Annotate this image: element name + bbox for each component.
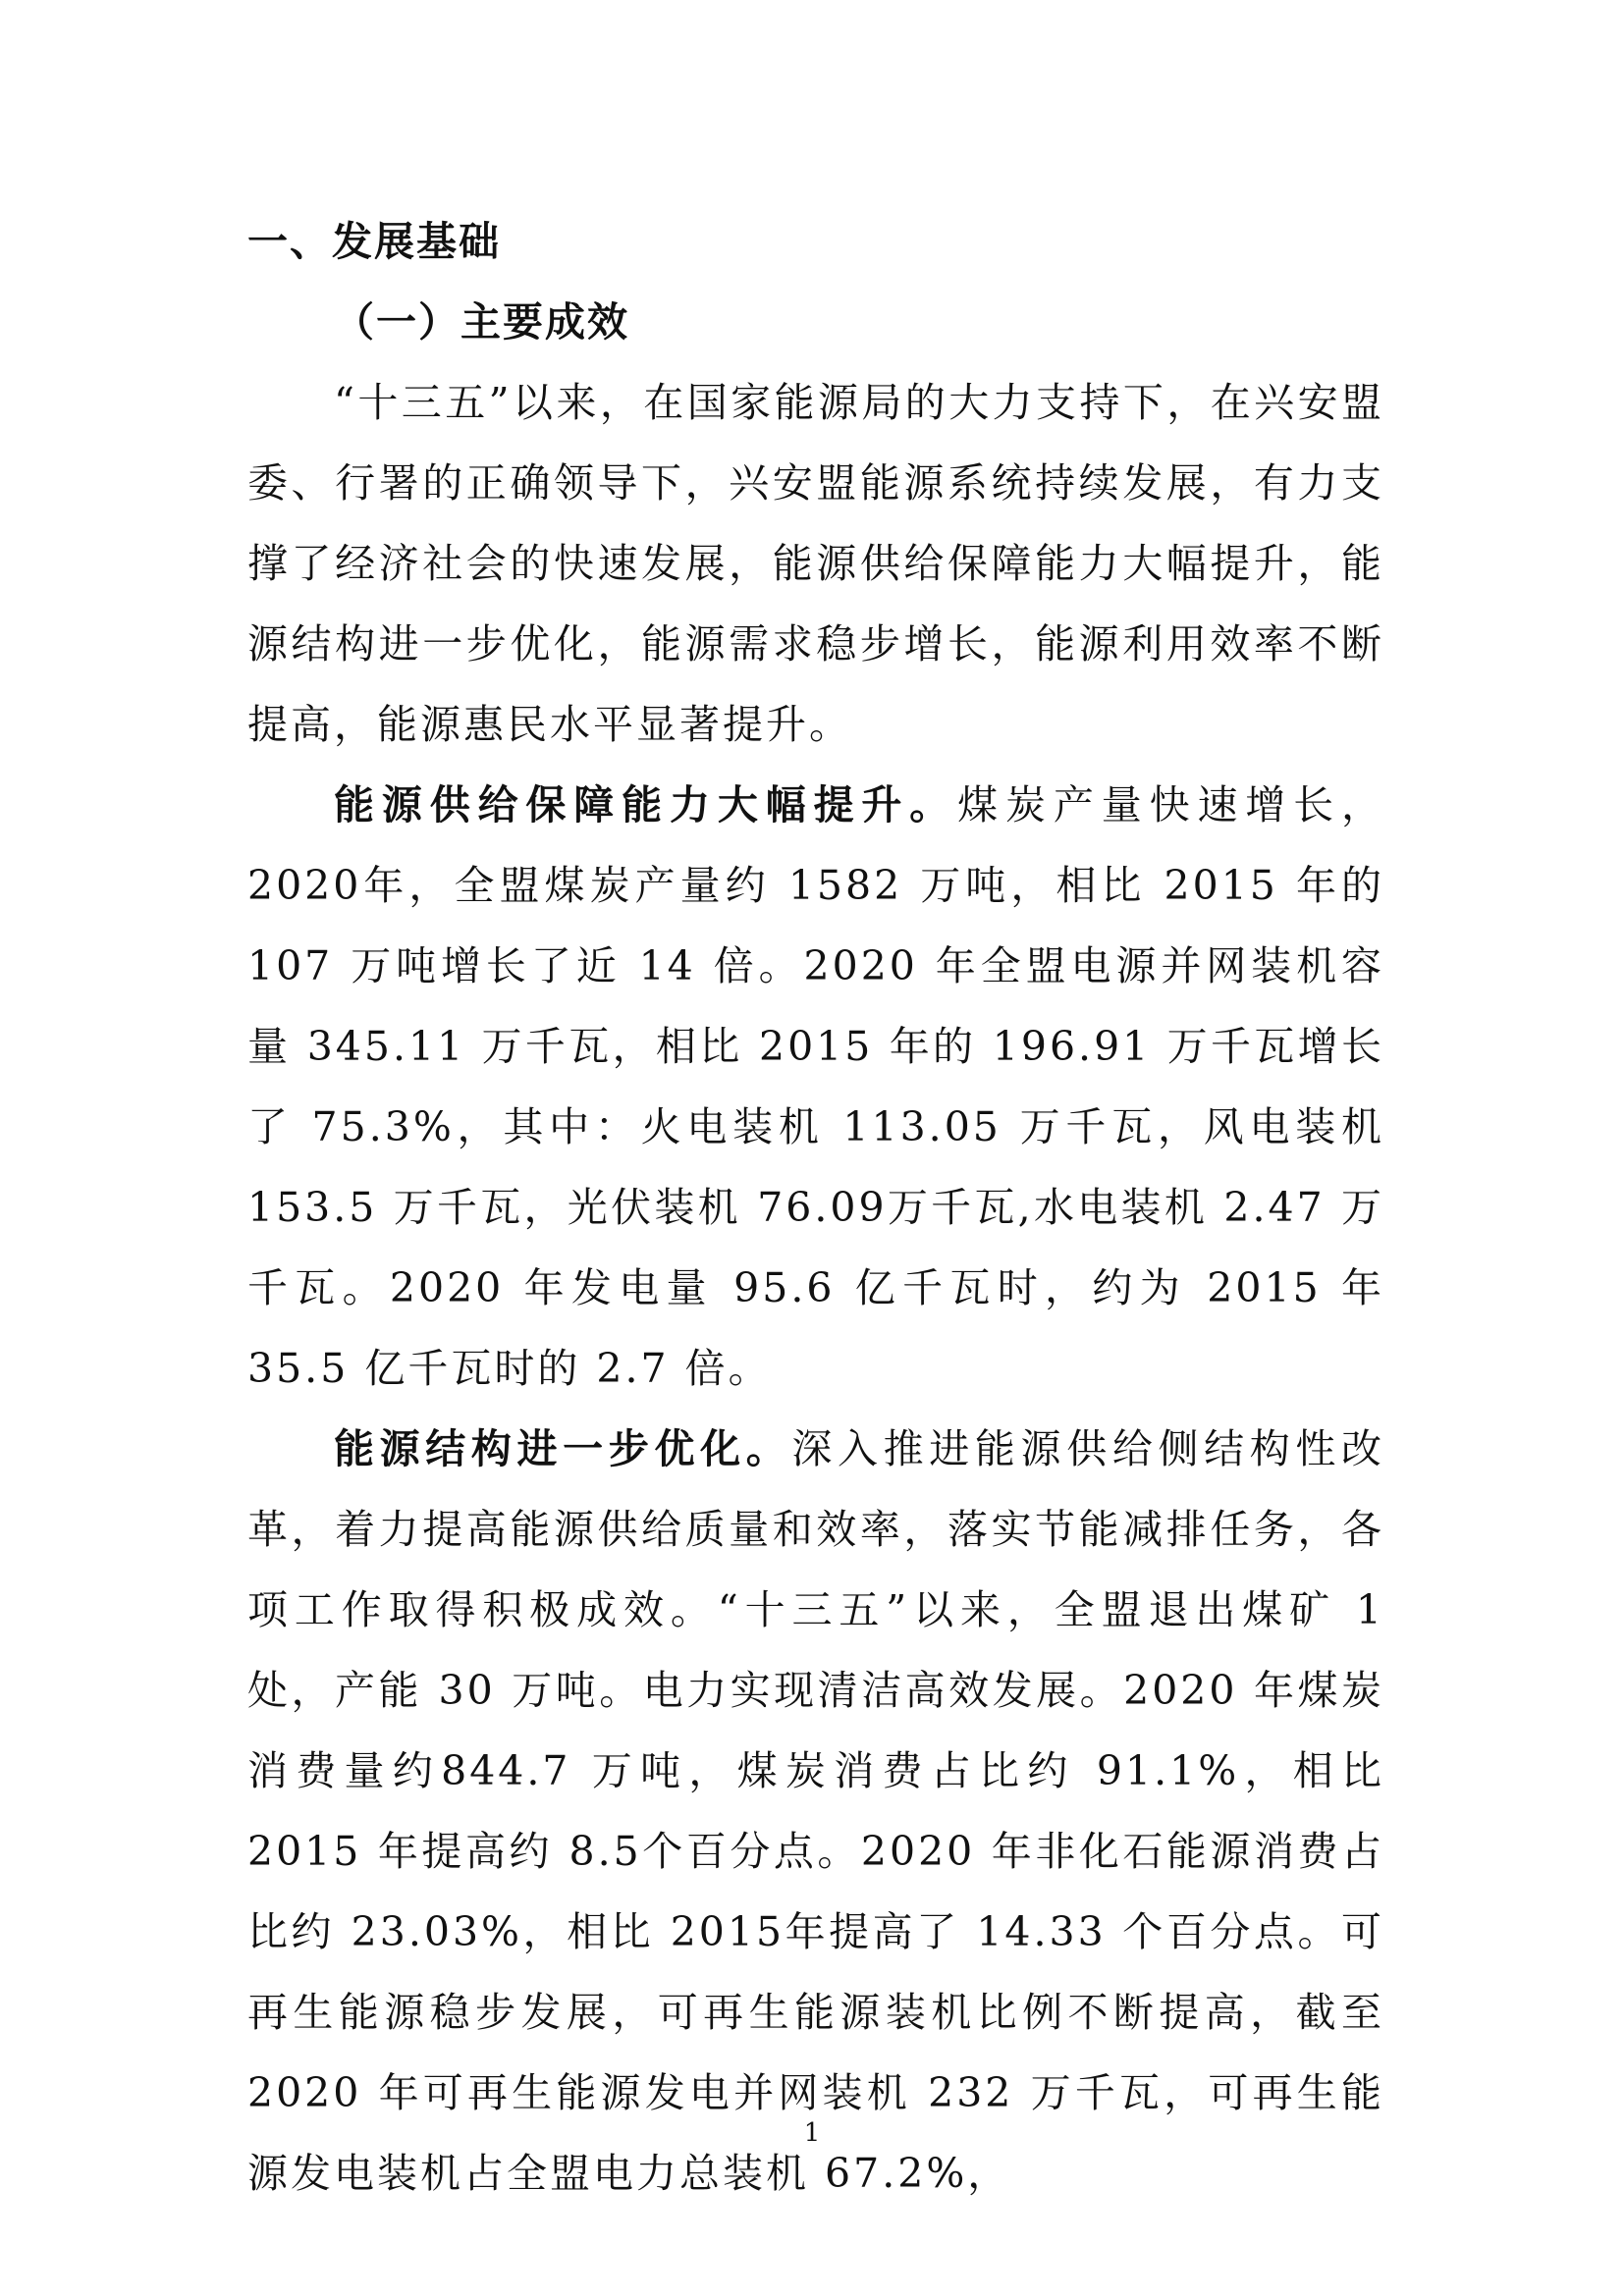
document-body xyxy=(247,201,1384,2214)
paragraph-lead: 能源结构进一步优化。 xyxy=(334,1425,792,1472)
subsection-heading: （一）主要成效 xyxy=(334,298,629,346)
section-heading: 一、发展基础 xyxy=(247,218,501,265)
paragraph-text: 煤炭产量快速增长，2020年，全盟煤炭产量约 1582 万吨，相比 2015 年的 107 万吨增长了近 14 倍。2020 年全盟电源并网装机容量 345.11 万千瓦，相比 2015 年的 196.91 万千瓦增长了 75.3%，其中：火电装机 113.05 万千瓦，风电装机 153.5 万千瓦，光伏装机 76.09万千瓦,水电装机 2.47 万千瓦。2020 年发电量 95.6 亿千瓦时，约为 2015 年 35.5 亿千瓦时的 2.7 倍。 xyxy=(247,781,1385,1392)
paragraph-energy-structure xyxy=(247,1409,1384,2214)
paragraph-intro xyxy=(247,362,1384,765)
paragraph-lead: 能源供给保障能力大幅提升。 xyxy=(334,781,958,828)
page-number: 1 xyxy=(803,2118,821,2148)
paragraph-text: “十三五”以来，在国家能源局的大力支持下，在兴安盟委、行署的正确领导下，兴安盟能源系统持续发展，有力支撑了经济社会的快速发展，能源供给保障能力大幅提升，能源结构进一步优化，能源需求稳步增长，能源利用效率不断提高，能源惠民水平显著提升。 xyxy=(247,379,1384,748)
paragraph-energy-supply xyxy=(247,765,1384,1409)
paragraph-text: 深入推进能源供给侧结构性改革，着力提高能源供给质量和效率，落实节能减排任务，各项工作取得积极成效。“十三五”以来，全盟退出煤矿 1 处，产能 30 万吨。电力实现清洁高效发展。2020 年煤炭消费量约844.7 万吨，煤炭消费占比约 91.1%，相比 2015 年提高约 8.5个百分点。2020 年非化石能源消费占比约 23.03%，相比 2015年提高了 14.33 个百分点。可再生能源稳步发展，可再生能源装机比例不断提高，截至 2020 年可再生能源发电并网装机 232 万千瓦，可再生能源发电装机占全盟电力总装机 67.2%， xyxy=(247,1425,1385,2197)
